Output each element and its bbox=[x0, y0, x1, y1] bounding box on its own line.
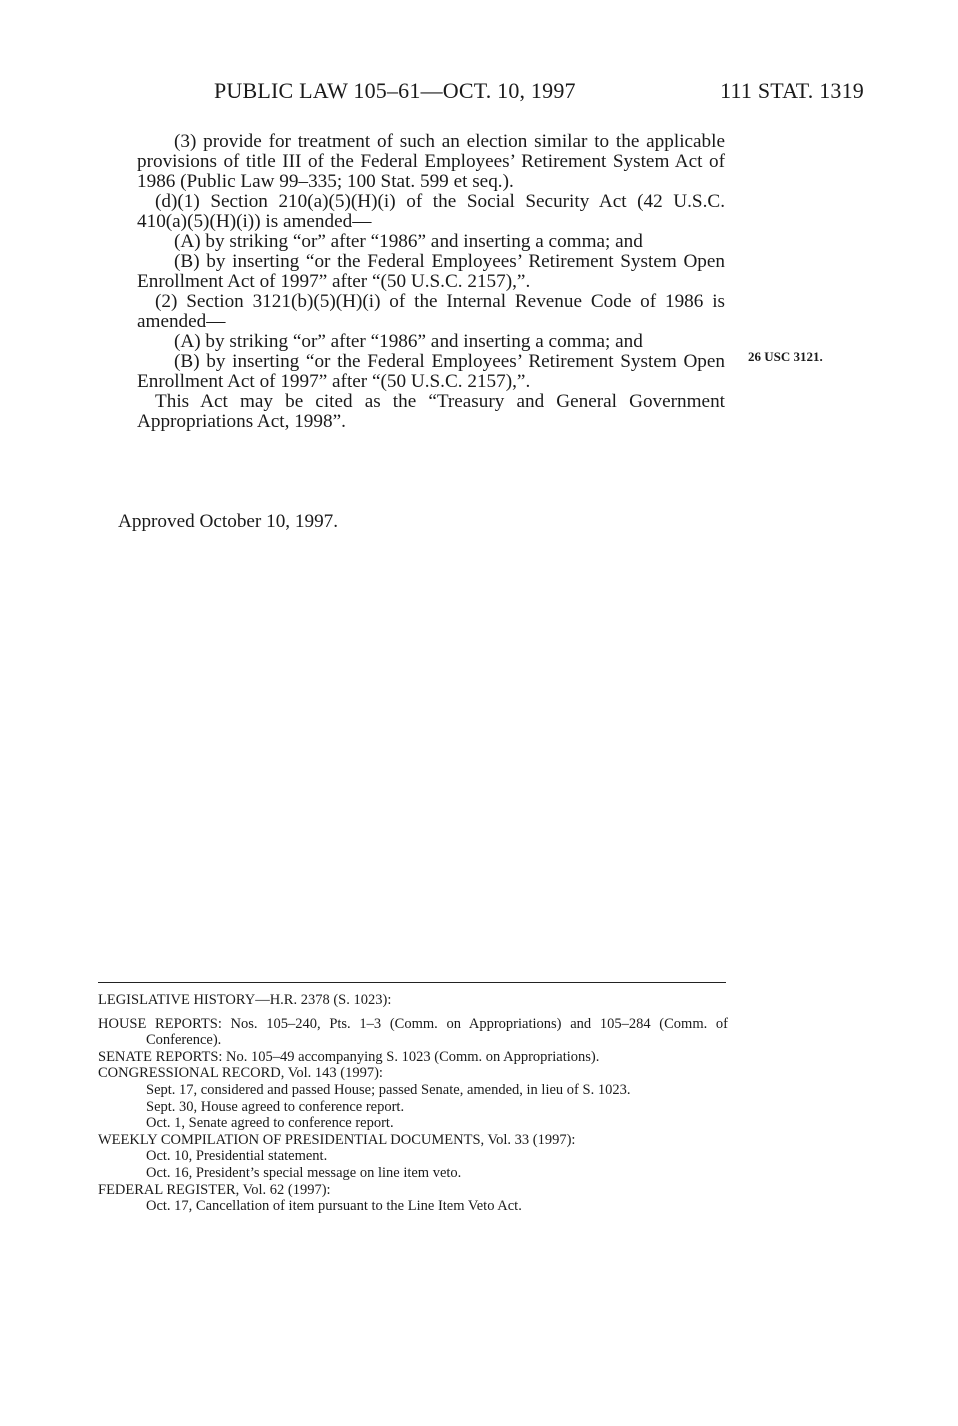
paragraph-d1-b: (B) by inserting “or the Federal Employees’ Retirement System Open Enrollment Act of 1997” after “(50 U.S.C. 2157),”. bbox=[137, 251, 725, 292]
header-left: PUBLIC LAW 105–61—OCT. 10, 1997 bbox=[214, 78, 576, 103]
house-reports: HOUSE REPORTS: Nos. 105–240, Pts. 1–3 (Comm. on Appropriations) and 105–284 (Comm. of Conference). bbox=[98, 1015, 728, 1049]
margin-note: 26 USC 3121. bbox=[748, 349, 823, 364]
cr-entry-3: Oct. 1, Senate agreed to conference report. bbox=[146, 1115, 394, 1132]
paragraph-d2-a: (A) by striking “or” after “1986” and inserting a comma; and bbox=[174, 331, 643, 352]
paragraph-d2: (2) Section 3121(b)(5)(H)(i) of the Internal Revenue Code of 1986 is amended— bbox=[137, 291, 725, 332]
history-title: LEGISLATIVE HISTORY—H.R. 2378 (S. 1023): bbox=[98, 992, 392, 1008]
legislative-history bbox=[98, 992, 728, 1215]
short-title-paragraph: This Act may be cited as the “Treasury and General Government Appropriations Act, 1998”. bbox=[137, 391, 725, 432]
federal-register: FEDERAL REGISTER, Vol. 62 (1997): bbox=[98, 1181, 331, 1198]
approval-date: Approved October 10, 1997. bbox=[118, 511, 339, 532]
paragraph-d1-a: (A) by striking “or” after “1986” and inserting a comma; and bbox=[174, 231, 643, 252]
cr-entry-1: Sept. 17, considered and passed House; passed Senate, amended, in lieu of S. 1023. bbox=[146, 1081, 631, 1098]
body-text bbox=[137, 132, 725, 432]
wc-entry-1: Oct. 10, Presidential statement. bbox=[146, 1148, 328, 1165]
senate-reports: SENATE REPORTS: No. 105–49 accompanying S. 1023 (Comm. on Appropriations). bbox=[98, 1048, 600, 1065]
header-right: 111 STAT. 1319 bbox=[720, 78, 864, 103]
weekly-compilation: WEEKLY COMPILATION OF PRESIDENTIAL DOCUMENTS, Vol. 33 (1997): bbox=[98, 1131, 576, 1148]
fr-entry-1: Oct. 17, Cancellation of item pursuant to the Line Item Veto Act. bbox=[146, 1198, 522, 1215]
paragraph-3: (3) provide for treatment of such an election similar to the applicable provisions of title III of the Federal Employees’ Retirement System Act of 1986 (Public Law 99–335; 100 Stat. 599 et seq.). bbox=[137, 131, 725, 192]
paragraph-d1: (d)(1) Section 210(a)(5)(H)(i) of the Social Security Act (42 U.S.C. 410(a)(5)(H)(i)) is amended— bbox=[137, 191, 725, 232]
page-header bbox=[214, 78, 864, 108]
paragraph-d2-b: (B) by inserting “or the Federal Employees’ Retirement System Open Enrollment Act of 1997” after “(50 U.S.C. 2157),”. bbox=[137, 351, 725, 392]
cr-entry-2: Sept. 30, House agreed to conference report. bbox=[146, 1098, 405, 1115]
wc-entry-2: Oct. 16, President’s special message on line item veto. bbox=[146, 1164, 462, 1181]
divider-rule bbox=[98, 982, 726, 983]
congressional-record: CONGRESSIONAL RECORD, Vol. 143 (1997): bbox=[98, 1065, 383, 1082]
